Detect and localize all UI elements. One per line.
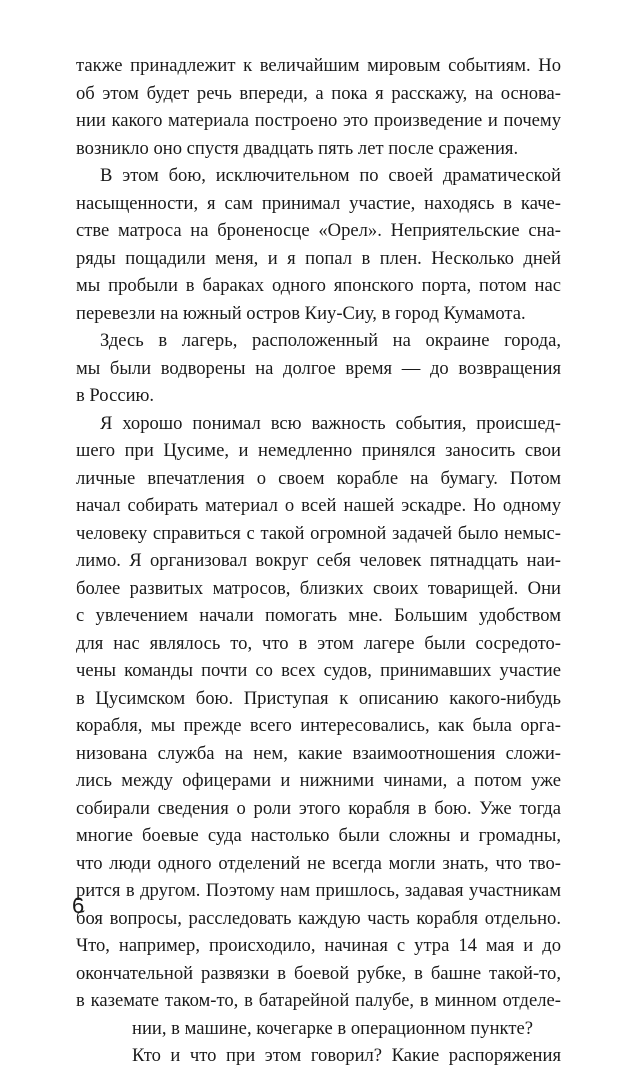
text-line: нии какого материала построено это произведение и почему <box>76 110 561 131</box>
text-line: что люди одного отделений не всегда могли знать, что тво- <box>76 852 561 874</box>
text-line: в Цусимском бою. Приступая к описанию какого-нибудь <box>76 687 561 709</box>
text-line: чены команды почти со всех судов, принимавших участие <box>76 660 561 681</box>
text-line: личные впечатления о своем корабле на бумагу. Потом <box>76 467 561 489</box>
text-line: низована служба на нем, какие взаимоотношения сложи- <box>76 742 561 764</box>
text-line: в Россию. <box>76 385 155 406</box>
text-line: Кто и что при этом говорил? Какие распоряжения <box>132 1045 561 1066</box>
text-line: лись между офицерами и нижними чинами, а потом уже <box>76 770 561 791</box>
text-line: в каземате таком-то, в батарейной палубе, в минном отделе- <box>76 990 561 1011</box>
text-line: многие боевые суда настолько были сложны и громадны, <box>76 825 561 846</box>
text-line: перевезли на южный остров Киу-Сиу, в город Кумамота. <box>76 302 526 324</box>
paragraph-start-line: Здесь в лагерь, расположенный на окраине города, <box>100 330 561 351</box>
text-line: насыщенности, я сам принимал участие, находясь в каче- <box>76 192 561 214</box>
text-line: человеку справиться с такой огромной задачей было немыс- <box>76 522 561 544</box>
paragraph-start-line: В этом бою, исключительном по своей драматической <box>100 165 561 186</box>
text-line: Что, например, происходило, начиная с утра 14 мая и до <box>76 935 561 956</box>
paragraph-start-line: Я хорошо понимал всю важность события, происшед- <box>100 412 561 434</box>
text-line: с увлечением начали помогать мне. Большим удобством <box>76 605 561 626</box>
text-line: шего при Цусиме, и немедленно принялся заносить свои <box>76 440 561 461</box>
text-line: мы пробыли в бараках одного японского порта, потом нас <box>76 275 561 296</box>
page-number: 6 <box>72 893 85 918</box>
text-line: об этом будет речь впереди, а пока я расскажу, на основа- <box>76 82 561 104</box>
text-line: рится в другом. Поэтому нам пришлось, задавая участникам <box>76 880 561 901</box>
text-line: возникло оно спустя двадцать пять лет после сражения. <box>76 137 519 159</box>
text-line: также принадлежит к величайшим мировым событиям. Но <box>76 55 561 76</box>
text-line: начал собирать материал о всей нашей эскадре. Но одному <box>76 495 561 516</box>
text-line: мы были водворены на долгое время — до возвращения <box>76 357 561 379</box>
text-line: лимо. Я организовал вокруг себя человек пятнадцать наи- <box>76 550 561 571</box>
text-line: нии, в машине, кочегарке в операционном пункте? <box>132 1017 533 1039</box>
text-line: ряды пощадили меня, и я попал в плен. Несколько дней <box>76 247 561 269</box>
text-line: стве матроса на броненосце «Орел». Неприятельские сна- <box>76 220 561 241</box>
text-line: окончательной развязки в боевой рубке, в башне такой-то, <box>76 962 561 984</box>
text-line: более развитых матросов, близких своих товарищей. Они <box>76 577 561 599</box>
text-line: для нас являлось то, что в этом лагере были сосредото- <box>76 632 561 654</box>
text-line: корабля, мы прежде всего интересовались, как была орга- <box>76 715 561 736</box>
text-line: собирали сведения о роли этого корабля в бою. Уже тогда <box>76 797 561 819</box>
body-text <box>76 52 561 1070</box>
text-line: боя вопросы, расследовать каждую часть корабля отдельно. <box>76 907 561 929</box>
